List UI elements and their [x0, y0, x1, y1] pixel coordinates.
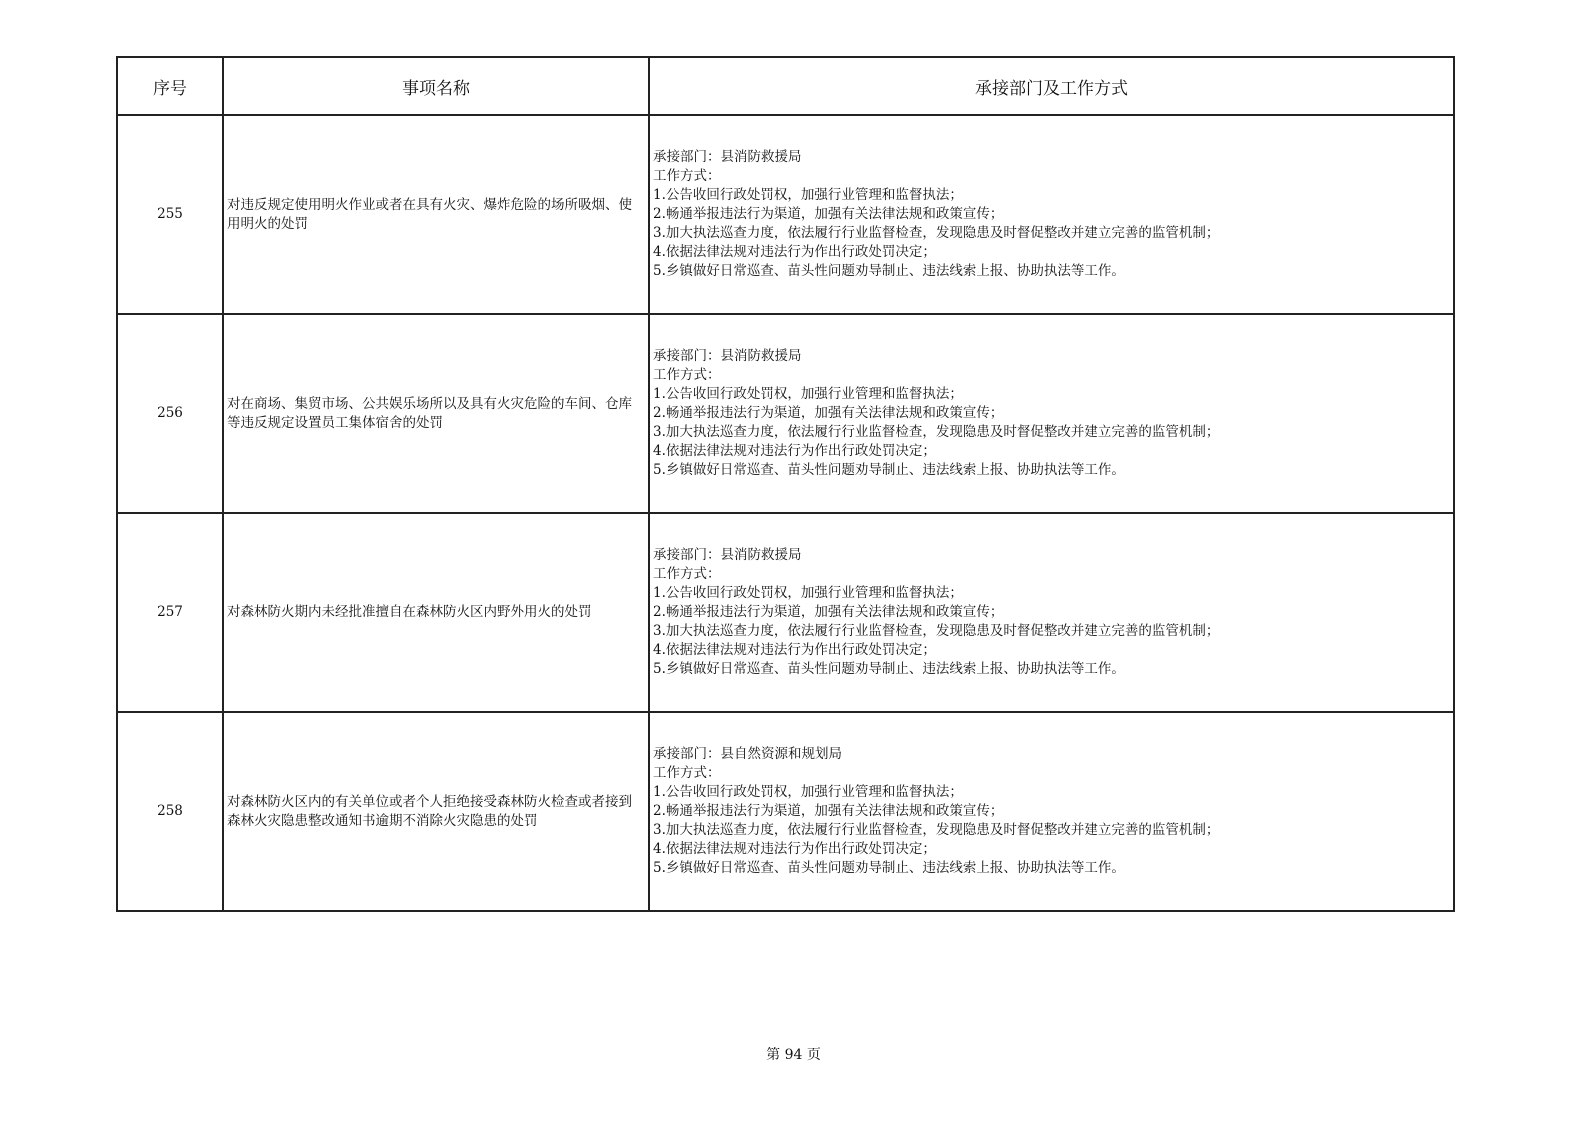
cell-department-method [649, 314, 1454, 513]
method-step: 1.公告收回行政处罚权，加强行业管理和监督执法； [653, 585, 963, 601]
cell-seq: 258 [117, 712, 223, 911]
department-line: 承接部门：县消防救援局 [653, 547, 802, 563]
method-step: 1.公告收回行政处罚权，加强行业管理和监督执法； [653, 784, 963, 800]
method-step: 4.依据法律法规对违法行为作出行政处罚决定； [653, 642, 936, 658]
table-row [117, 115, 1454, 314]
cell-seq: 256 [117, 314, 223, 513]
method-step: 3.加大执法巡查力度，依法履行行业监督检查，发现隐患及时督促整改并建立完善的监管机制； [653, 424, 1220, 440]
page-number: 第 94 页 [766, 1047, 821, 1063]
method-step: 2.畅通举报违法行为渠道，加强有关法律法规和政策宣传； [653, 206, 1004, 222]
method-heading: 工作方式： [653, 566, 721, 582]
header-method: 承接部门及工作方式 [649, 57, 1454, 115]
method-step: 5.乡镇做好日常巡查、苗头性问题劝导制止、违法线索上报、协助执法等工作。 [653, 462, 1125, 478]
cell-department-method [649, 115, 1454, 314]
table-row [117, 712, 1454, 911]
header-seq: 序号 [117, 57, 223, 115]
department-line: 承接部门：县自然资源和规划局 [653, 746, 842, 762]
table-row [117, 314, 1454, 513]
method-heading: 工作方式： [653, 765, 721, 781]
method-heading: 工作方式： [653, 367, 721, 383]
cell-item-name: 对森林防火区内的有关单位或者个人拒绝接受森林防火检查或者接到森林火灾隐患整改通知书逾期不消除火灾隐患的处罚 [223, 712, 649, 911]
method-heading: 工作方式： [653, 168, 721, 184]
cell-seq: 255 [117, 115, 223, 314]
cell-item-name: 对在商场、集贸市场、公共娱乐场所以及具有火灾危险的车间、仓库等违反规定设置员工集体宿舍的处罚 [223, 314, 649, 513]
method-step: 3.加大执法巡查力度，依法履行行业监督检查，发现隐患及时督促整改并建立完善的监管机制； [653, 822, 1220, 838]
table-header-row [117, 57, 1454, 115]
method-step: 1.公告收回行政处罚权，加强行业管理和监督执法； [653, 187, 963, 203]
header-name: 事项名称 [223, 57, 649, 115]
method-step: 3.加大执法巡查力度，依法履行行业监督检查，发现隐患及时督促整改并建立完善的监管机制； [653, 623, 1220, 639]
method-step: 5.乡镇做好日常巡查、苗头性问题劝导制止、违法线索上报、协助执法等工作。 [653, 860, 1125, 876]
method-step: 5.乡镇做好日常巡查、苗头性问题劝导制止、违法线索上报、协助执法等工作。 [653, 661, 1125, 677]
method-step: 2.畅通举报违法行为渠道，加强有关法律法规和政策宣传； [653, 405, 1004, 421]
items-table [116, 56, 1455, 912]
cell-seq: 257 [117, 513, 223, 712]
department-line: 承接部门：县消防救援局 [653, 348, 802, 364]
cell-item-name: 对森林防火期内未经批准擅自在森林防火区内野外用火的处罚 [223, 513, 649, 712]
method-step: 1.公告收回行政处罚权，加强行业管理和监督执法； [653, 386, 963, 402]
method-step: 4.依据法律法规对违法行为作出行政处罚决定； [653, 443, 936, 459]
cell-department-method [649, 513, 1454, 712]
department-line: 承接部门：县消防救援局 [653, 149, 802, 165]
method-step: 5.乡镇做好日常巡查、苗头性问题劝导制止、违法线索上报、协助执法等工作。 [653, 263, 1125, 279]
method-step: 3.加大执法巡查力度，依法履行行业监督检查，发现隐患及时督促整改并建立完善的监管机制； [653, 225, 1220, 241]
method-step: 2.畅通举报违法行为渠道，加强有关法律法规和政策宣传； [653, 803, 1004, 819]
method-step: 2.畅通举报违法行为渠道，加强有关法律法规和政策宣传； [653, 604, 1004, 620]
cell-department-method [649, 712, 1454, 911]
method-step: 4.依据法律法规对违法行为作出行政处罚决定； [653, 244, 936, 260]
method-step: 4.依据法律法规对违法行为作出行政处罚决定； [653, 841, 936, 857]
table-row [117, 513, 1454, 712]
cell-item-name: 对违反规定使用明火作业或者在具有火灾、爆炸危险的场所吸烟、使用明火的处罚 [223, 115, 649, 314]
